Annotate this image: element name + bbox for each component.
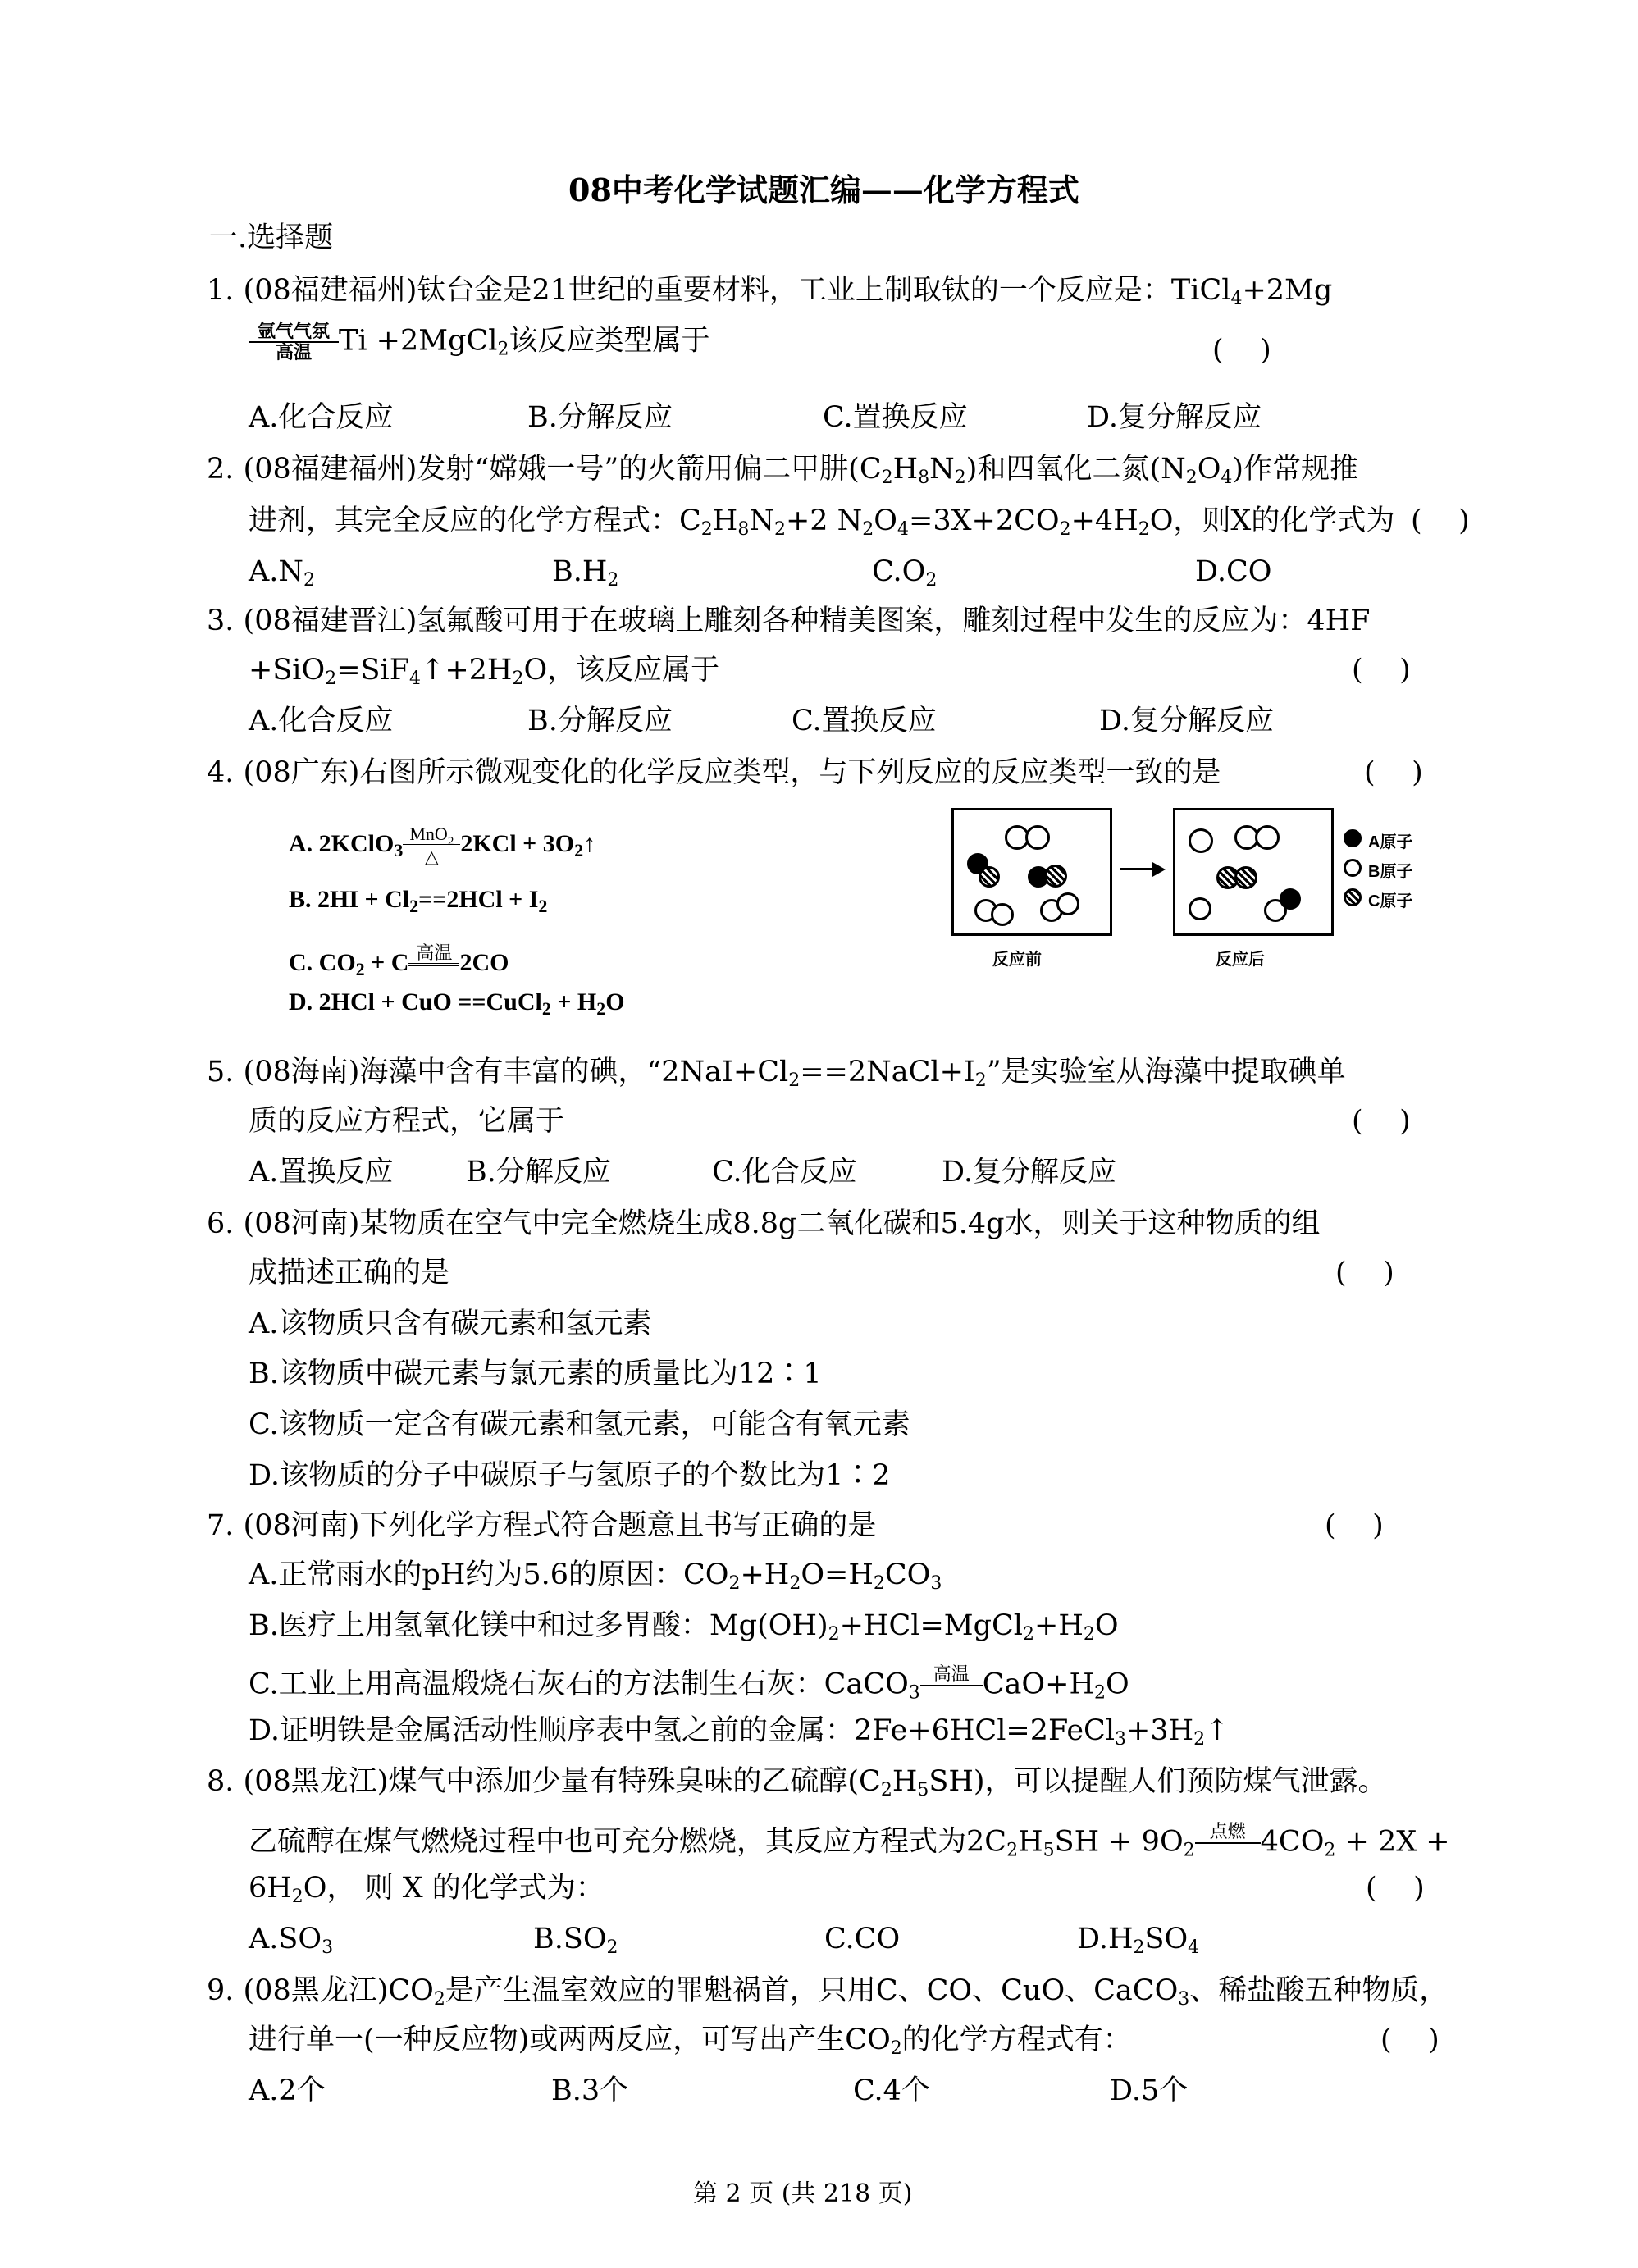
option-d: $D.H_2SO_4$ xyxy=(1077,1923,1200,1958)
option-d: D.复分解反应 xyxy=(1087,401,1262,434)
option-c: C.CO xyxy=(824,1923,901,1955)
legend-c-label: C原子 xyxy=(1368,892,1413,910)
answer-paren: ( ) xyxy=(1212,334,1271,367)
legend-c-icon xyxy=(1344,888,1362,906)
option-c: C.置换反应 xyxy=(823,401,968,434)
atom-b xyxy=(1189,897,1211,920)
question-3-line2: $+SiO_2=SiF_4↑+2H_2O$，该反应属于 xyxy=(249,654,720,689)
question-stem: (08福建福州)钛台金是21世纪的重要材料，工业上制取钛的一个反应是：TiCl xyxy=(243,274,1231,307)
before-label: 反应前 xyxy=(992,951,1042,969)
question-2: 2. (08福建福州)发射“嫦娥一号”的火箭用偏二甲肼$(C_2H_8N_2)$和四氧化二氮$(N_2O_4)$作常规推 xyxy=(207,453,1359,488)
answer-paren: ( ) xyxy=(1325,1509,1384,1542)
question-4: 4. (08广东)右图所示微观变化的化学反应类型，与下列反应的反应类型一致的是 xyxy=(207,756,1221,789)
answer-paren: ( ) xyxy=(1366,1872,1425,1905)
option-a: A.正常雨水的pH约为5.6的原因：$CO_2+H_2O=H_2CO_3$ xyxy=(249,1558,942,1594)
option-a: A.置换反应 xyxy=(249,1156,394,1189)
option-b: $B.SO_2$ xyxy=(533,1923,618,1958)
option-a: A.2个 xyxy=(249,2074,326,2107)
question-5-line2: 质的反应方程式，它属于 xyxy=(249,1105,565,1138)
question-2-line2: 进剂，其完全反应的化学方程式：$C_2H_8N_2+2$ $N_2O_4=3X+2CO_2+4H_2O$，则X的化学式为 xyxy=(249,504,1395,540)
page-title: 08中考化学试题汇编——化学方程式 xyxy=(568,171,1079,208)
option-a: $A.N_2$ xyxy=(249,555,316,591)
option-b: B.3个 xyxy=(551,2074,629,2107)
option-b: B.分解反应 xyxy=(527,705,673,737)
reaction-condition: 氩气气氛 高温 xyxy=(249,322,339,363)
option-b: B.分解反应 xyxy=(527,401,673,434)
option-c: C.化合反应 xyxy=(712,1156,857,1189)
option-c: C.工业上用高温煅烧石灰石的方法制生石灰：CaCO$_3$ 高温 $CaO+H_2O$ xyxy=(249,1664,1129,1704)
before-box xyxy=(951,808,1112,936)
option-c: C. $CO_2 + C$ 高温 2CO xyxy=(289,942,509,980)
option-c: $C.O_2$ xyxy=(872,555,938,591)
answer-paren: ( ) xyxy=(1352,1105,1411,1138)
option-b: $B.H_2$ xyxy=(552,555,619,591)
option-a: A. 2KClO$_3$ MnO$_2$ △ $2KCl + 3O_2↑$ xyxy=(289,824,596,868)
option-c: C.置换反应 xyxy=(792,705,937,737)
answer-paren: ( ) xyxy=(1364,756,1423,789)
answer-paren: ( ) xyxy=(1352,654,1411,687)
option-c: C.4个 xyxy=(853,2074,930,2107)
question-number: 1. xyxy=(207,274,235,307)
option-d: D. 2HCl + CuO ==CuCl$_2$ + $H_2O$ xyxy=(289,988,625,1019)
option-d: D.证明铁是金属活动性顺序表中氢之前的金属：$2Fe+6HCl=2FeCl_3+3H_2↑$ xyxy=(249,1714,1230,1750)
reaction-diagram xyxy=(951,808,1476,972)
question-5: 5. (08海南)海藻中含有丰富的碘，“$2NaI+Cl_2==2NaCl+I_2$”是实验室从海藻中提取碘单 xyxy=(207,1056,1346,1091)
question-6-line2: 成描述正确的是 xyxy=(249,1257,450,1289)
question-3: 3. (08福建晋江)氢氟酸可用于在玻璃上雕刻各种精美图案，雕刻过程中发生的反应为：4HF xyxy=(207,605,1371,637)
after-box xyxy=(1173,808,1334,936)
atom-b xyxy=(1025,825,1050,850)
atom-c xyxy=(1234,866,1257,889)
option-a: $A.SO_3$ xyxy=(249,1923,334,1958)
legend-a-icon xyxy=(1344,829,1362,847)
page-footer: 第 2 页 (共 218 页) xyxy=(693,2179,913,2208)
legend-a-label: A原子 xyxy=(1368,833,1413,851)
option-c: C.该物质一定含有碳元素和氢元素，可能含有氧元素 xyxy=(249,1408,910,1441)
atom-c xyxy=(1044,865,1067,888)
option-d: D.5个 xyxy=(1110,2074,1189,2107)
section-heading: 一.选择题 xyxy=(209,221,334,254)
answer-paren: ( ) xyxy=(1335,1257,1394,1289)
option-b: B.医疗上用氢氧化镁中和过多胃酸：$Mg(OH)_2+HCl=MgCl_2+H_2O$ xyxy=(249,1609,1119,1645)
option-a: A.该物质只含有碳元素和氢元素 xyxy=(249,1307,652,1340)
atom-b xyxy=(1056,892,1079,915)
option-d: D.复分解反应 xyxy=(1099,705,1274,737)
atom-b xyxy=(1189,828,1213,853)
question-1: 1. (08福建福州)钛台金是21世纪的重要材料，工业上制取钛的一个反应是：TiCl$_4$+2Mg xyxy=(207,274,1333,309)
answer-paren: ( ) xyxy=(1411,504,1470,537)
question-8: 8. (08黑龙江)煤气中添加少量有特殊臭味的乙硫醇$(C_2H_5SH)$，可以提醒人们预防煤气泄露。 xyxy=(207,1765,1387,1800)
atom-b xyxy=(1255,825,1280,850)
arrow-icon xyxy=(1120,868,1156,870)
question-1-line2: 氩气气氛 高温 Ti +2MgCl$_2$该反应类型属于 xyxy=(249,322,710,363)
option-b: B.该物质中碳元素与氯元素的质量比为12∶1 xyxy=(249,1358,822,1390)
question-7: 7. (08河南)下列化学方程式符合题意且书写正确的是 xyxy=(207,1509,877,1542)
question-8-line2: 乙硫醇在煤气燃烧过程中也可充分燃烧，其反应方程式为$2C_2H_5SH + 9O_2$ 点燃 $4CO_2 + 2X$ + xyxy=(249,1822,1450,1861)
question-8-line3: $6H_2O$， 则 X 的化学式为： xyxy=(249,1872,605,1907)
atom-b xyxy=(991,903,1014,926)
arrow-head-icon xyxy=(1152,862,1166,877)
answer-paren: ( ) xyxy=(1380,2024,1440,2056)
after-label: 反应后 xyxy=(1216,951,1265,969)
option-b: B.分解反应 xyxy=(466,1156,611,1189)
option-a: A.化合反应 xyxy=(249,401,394,434)
option-a: A.化合反应 xyxy=(249,705,394,737)
option-d: D.该物质的分子中碳原子与氢原子的个数比为1∶2 xyxy=(249,1459,891,1492)
legend-b-label: B原子 xyxy=(1368,863,1413,881)
option-d: D.复分解反应 xyxy=(942,1156,1116,1189)
option-d: D.CO xyxy=(1195,555,1272,588)
atom-a xyxy=(1280,888,1301,910)
option-b: B. $2HI + Cl_2==2HCl + I_2$ xyxy=(289,886,548,916)
question-9-line2: 进行单一(一种反应物)或两两反应，可写出产生$CO_2$的化学方程式有： xyxy=(249,2024,1132,2059)
question-9: 9. (08黑龙江)$CO_2$是产生温室效应的罪魁祸首，只用C、CO、CuO、CaCO$_3$、稀盐酸五种物质， xyxy=(207,1974,1449,2010)
atom-c xyxy=(979,866,1000,888)
legend-b-icon xyxy=(1344,859,1362,877)
question-6: 6. (08河南)某物质在空气中完全燃烧生成8.8g二氧化碳和5.4g水，则关于这种物质的组 xyxy=(207,1207,1321,1240)
